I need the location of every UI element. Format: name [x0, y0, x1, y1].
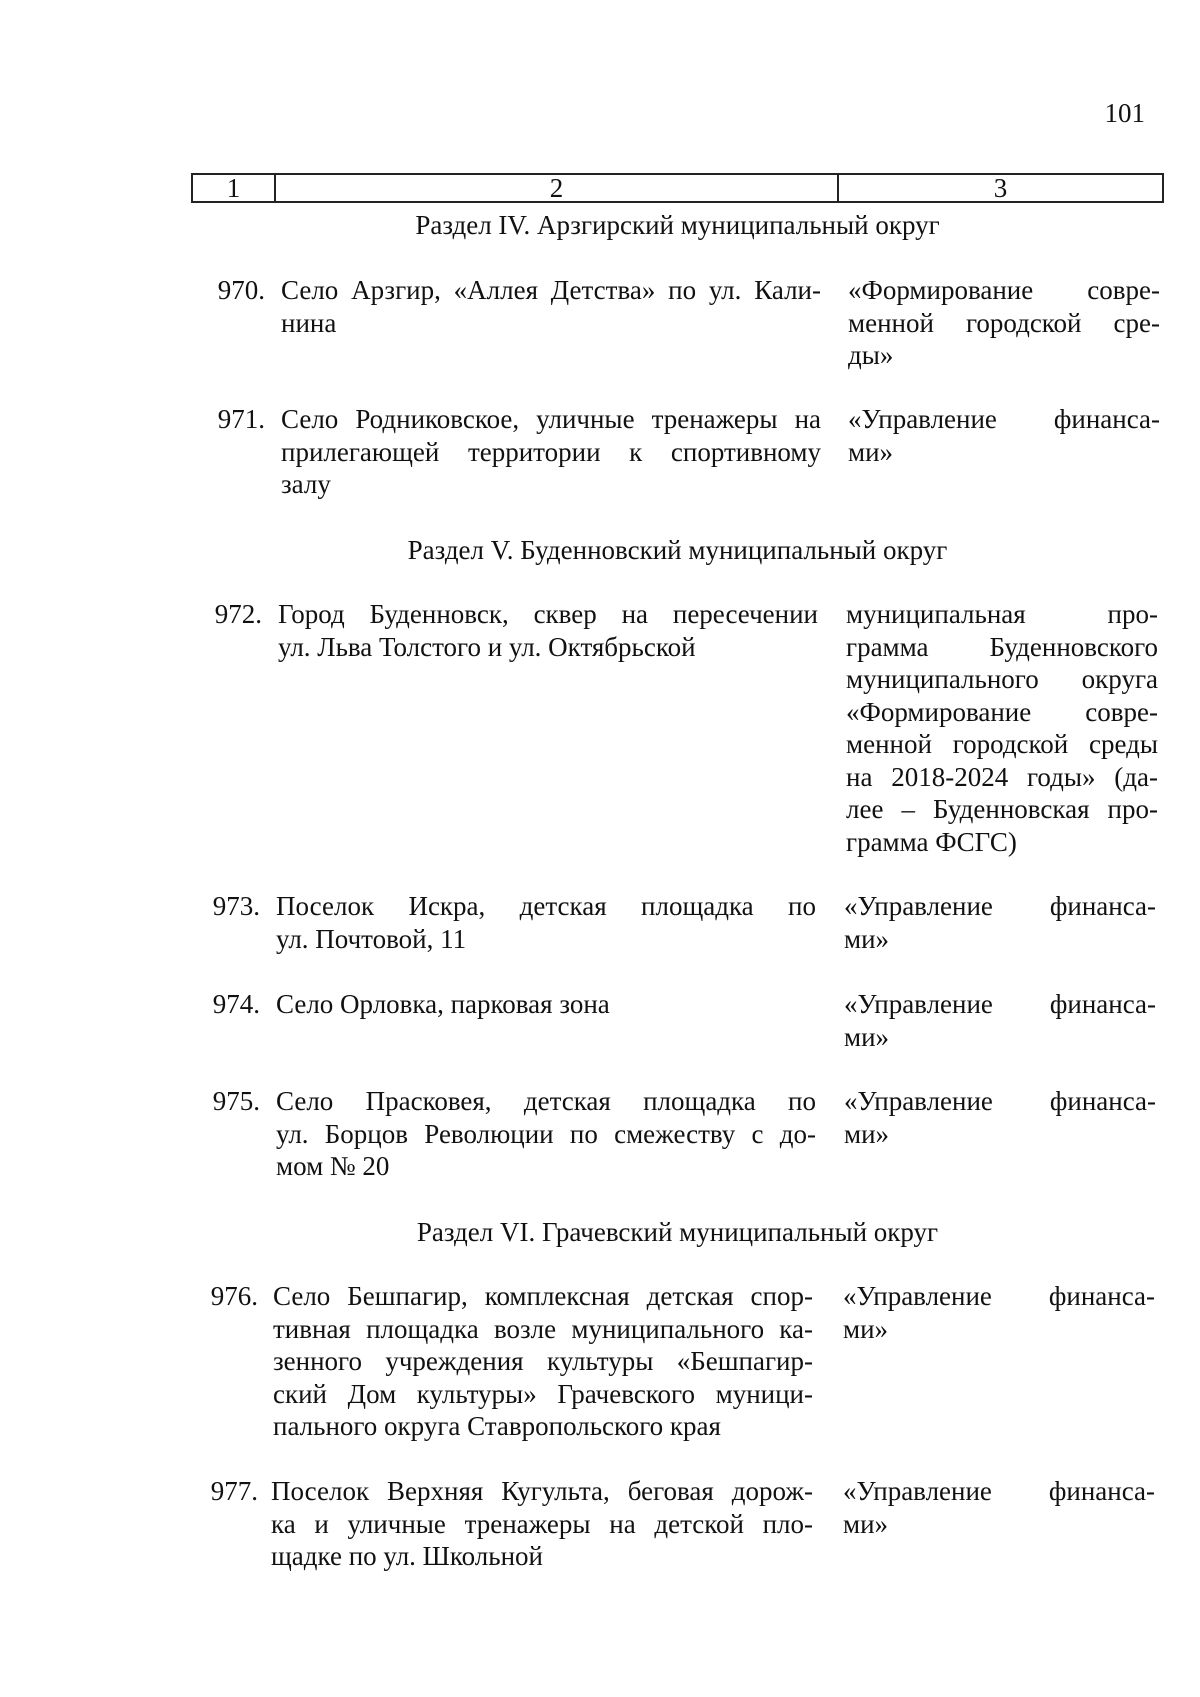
desc-line: тивная площадка возле муниципального ка-	[273, 1313, 813, 1344]
table-header-col-3: 3	[993, 173, 1008, 203]
desc-line: мом № 20	[276, 1151, 390, 1181]
table-header-col-2: 2	[276, 175, 839, 201]
desc-line: Село Арзгир, «Аллея Детства» по ул. Кали-	[281, 275, 821, 305]
prog-line: ми»	[844, 1021, 890, 1052]
row-program	[843, 1280, 1155, 1345]
desc-line: нина	[281, 307, 337, 338]
prog-line: «Формирование совре-	[848, 275, 1160, 305]
row-number: 970.	[217, 275, 265, 305]
prog-line: «Управление финанса-	[844, 891, 1156, 921]
row-description	[276, 890, 816, 955]
desc-line: Поселок Верхняя Кугульта, беговая дорож-	[271, 1476, 813, 1506]
row-number: 974.	[212, 989, 260, 1019]
row-description	[278, 598, 818, 663]
desc-line: ул. Борцов Революции по смежеству с до-	[276, 1118, 816, 1149]
prog-line: лее – Буденновская про-	[846, 794, 1158, 824]
prog-line: грамма Буденновского	[846, 631, 1158, 662]
desc-line: зенного учреждения культуры «Бешпагир-	[273, 1346, 813, 1376]
table-header-col-1: 1	[193, 175, 276, 201]
row-number: 977.	[210, 1476, 258, 1506]
desc-line: Поселок Искра, детская площадка по	[276, 891, 816, 921]
row-program	[844, 988, 1156, 1053]
row-program	[844, 890, 1156, 955]
prog-line: ды»	[848, 340, 894, 370]
prog-line: «Управление финанса-	[848, 404, 1160, 434]
prog-line: муниципального округа	[846, 664, 1158, 694]
desc-line: щадке по ул. Школьной	[271, 1541, 543, 1571]
desc-line: прилегающей территории к спортивному	[281, 436, 821, 467]
desc-line: Село Бешпагир, комплексная детская спор-	[273, 1281, 813, 1311]
desc-line: Село Родниковское, уличные тренажеры на	[281, 404, 821, 434]
prog-line: ми»	[844, 1118, 890, 1149]
prog-line: муниципальная про-	[846, 599, 1158, 629]
prog-line: ми»	[844, 923, 890, 954]
row-description	[281, 403, 821, 501]
prog-line: «Управление финанса-	[843, 1281, 1155, 1311]
prog-line: «Управление финанса-	[844, 1086, 1156, 1116]
row-number: 971.	[217, 404, 265, 434]
row-number: 973.	[212, 891, 260, 921]
section-title: Раздел V. Буденновский муниципальный округ	[407, 535, 948, 565]
row-number: 975.	[212, 1086, 260, 1116]
row-program	[846, 598, 1158, 858]
prog-line: на 2018-2024 годы» (да-	[846, 761, 1158, 792]
desc-line: ка и уличные тренажеры на детской пло-	[271, 1508, 813, 1539]
row-program	[843, 1475, 1155, 1540]
prog-line: ми»	[848, 436, 894, 467]
desc-line: ул. Льва Толстого и ул. Октябрьской	[278, 631, 696, 662]
desc-line: ский Дом культуры» Грачевского муници-	[273, 1378, 813, 1409]
table-header-row	[191, 173, 1164, 203]
desc-line: ул. Почтовой, 11	[276, 923, 467, 954]
desc-line: Село Орловка, парковая зона	[276, 989, 610, 1019]
row-description	[273, 1280, 813, 1443]
prog-line: менной городской среды	[846, 729, 1158, 759]
section-title: Раздел IV. Арзгирский муниципальный округ	[415, 210, 940, 240]
row-program	[848, 274, 1160, 372]
prog-line: менной городской сре-	[848, 307, 1160, 338]
prog-line: «Управление финанса-	[843, 1476, 1155, 1506]
desc-line: залу	[281, 469, 331, 499]
prog-line: грамма ФСГС)	[846, 826, 1017, 857]
desc-line: Город Буденновск, сквер на пересечении	[278, 599, 818, 629]
section-title: Раздел VI. Грачевский муниципальный округ	[416, 1217, 939, 1247]
row-number: 976.	[210, 1281, 258, 1311]
row-description	[271, 1475, 813, 1573]
prog-line: ми»	[843, 1313, 889, 1344]
prog-line: ми»	[843, 1508, 889, 1539]
page-number: 101	[1104, 98, 1145, 128]
desc-line: пального округа Ставропольского края	[273, 1411, 721, 1441]
prog-line: «Управление финанса-	[844, 989, 1156, 1019]
row-description	[276, 1085, 816, 1183]
row-program	[844, 1085, 1156, 1150]
prog-line: «Формирование совре-	[846, 696, 1158, 727]
row-description	[281, 274, 821, 339]
row-description	[276, 988, 816, 1021]
desc-line: Село Прасковея, детская площадка по	[276, 1086, 816, 1116]
row-program	[848, 403, 1160, 468]
row-number: 972.	[214, 599, 262, 629]
